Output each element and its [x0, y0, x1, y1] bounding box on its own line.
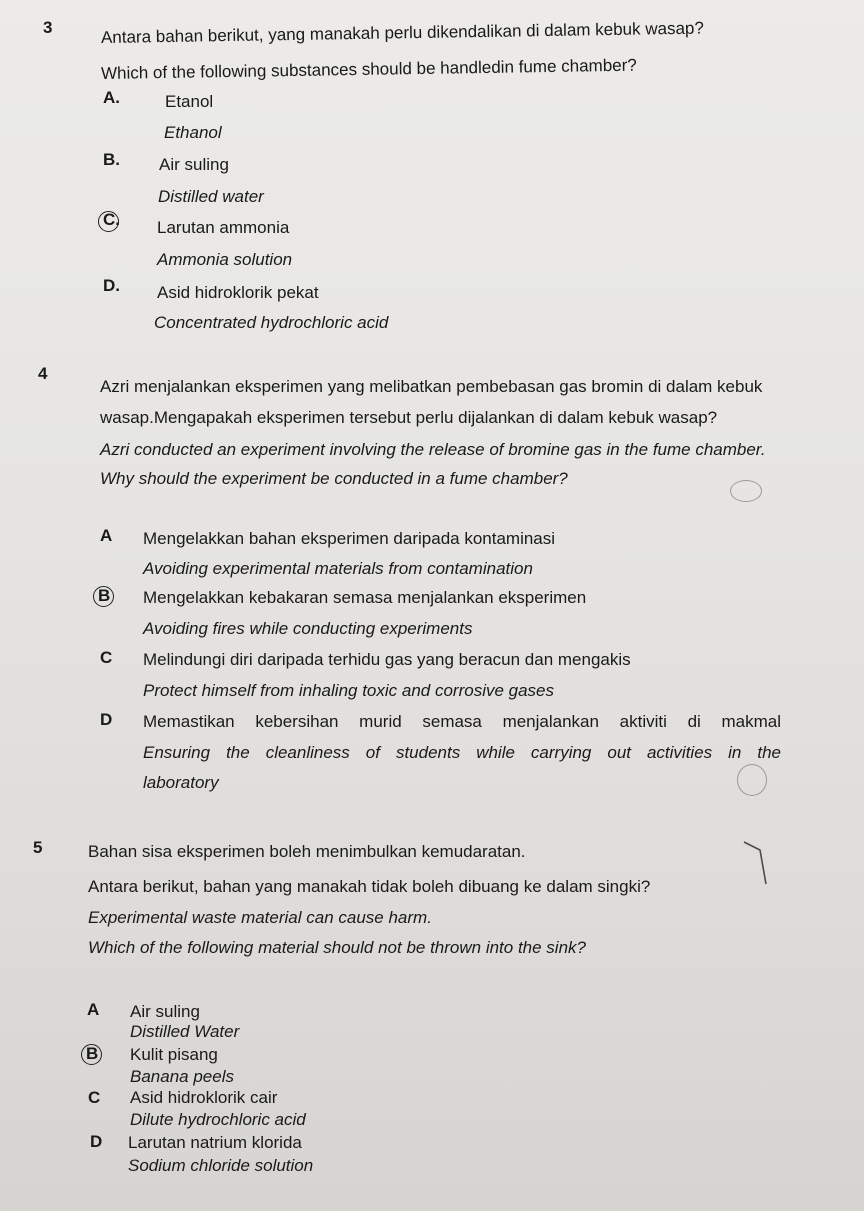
- q5-question-ms-line1: Bahan sisa eksperimen boleh menimbulkan kemudaratan.: [88, 842, 526, 861]
- q4-option-d-en-line2: laboratory: [143, 773, 219, 792]
- q4-question-en-line2: Why should the experiment be conducted in a fume chamber?: [100, 469, 568, 488]
- q5-option-d-ms: Larutan natrium klorida: [128, 1133, 302, 1152]
- q4-option-a-ms: Mengelakkan bahan eksperimen daripada kontaminasi: [143, 529, 556, 548]
- q3-option-a-ms: Etanol: [165, 92, 214, 111]
- pencil-tick-mark: [742, 838, 770, 888]
- q3-option-a-en: Ethanol: [164, 123, 222, 142]
- q4-question-ms-line2: wasap.Mengapakah eksperimen tersebut perlu dijalankan di dalam kebuk wasap?: [100, 408, 718, 427]
- q4-question-ms-line1: Azri menjalankan eksperimen yang melibatkan pembebasan gas bromin di dalam kebuk: [100, 377, 763, 396]
- q5-question-ms-line2: Antara berikut, bahan yang manakah tidak boleh dibuang ke dalam singki?: [88, 877, 651, 896]
- q3-number: 3: [43, 18, 53, 37]
- q5-question-en-line1: Experimental waste material can cause harm.: [88, 908, 432, 927]
- q5-option-a-en: Distilled Water: [130, 1022, 240, 1041]
- q3-option-c-ms: Larutan ammonia: [157, 218, 290, 237]
- q4-question-en-line1: Azri conducted an experiment involving the release of bromine gas in the fume chamber.: [100, 440, 766, 459]
- pencil-mark: [730, 480, 762, 502]
- q5-option-a-ms: Air suling: [130, 1002, 200, 1021]
- q3-option-d-en: Concentrated hydrochloric acid: [154, 313, 389, 332]
- q5-option-b-label: B: [86, 1044, 99, 1063]
- q3-option-b-ms: Air suling: [159, 155, 229, 174]
- q4-option-b-en: Avoiding fires while conducting experiments: [143, 619, 473, 638]
- q3-option-d-label: D.: [103, 276, 120, 295]
- q4-option-a-label: A: [100, 526, 113, 545]
- q4-option-b-label: B: [98, 586, 111, 605]
- q4-option-c-en: Protect himself from inhaling toxic and corrosive gases: [143, 681, 555, 700]
- q5-option-a-label: A: [87, 1000, 100, 1019]
- q3-option-b-en: Distilled water: [158, 187, 264, 206]
- q4-option-c-label: C: [100, 648, 113, 667]
- q5-option-d-en: Sodium chloride solution: [128, 1156, 314, 1175]
- pencil-mark: [737, 764, 767, 796]
- q3-option-c-label: C.: [103, 210, 120, 229]
- q4-option-d-ms: Memastikan kebersihan murid semasa menjalankan aktiviti di makmal: [143, 712, 781, 731]
- q3-option-b-label: B.: [103, 150, 120, 169]
- q5-number: 5: [33, 838, 43, 857]
- q5-option-b-ms: Kulit pisang: [130, 1045, 218, 1064]
- q4-option-d-label: D: [100, 710, 113, 729]
- q4-option-d-en-line1: Ensuring the cleanliness of students while carrying out activities in the: [143, 743, 781, 762]
- q5-option-c-ms: Asid hidroklorik cair: [130, 1088, 278, 1107]
- q3-option-d-ms: Asid hidroklorik pekat: [157, 283, 319, 302]
- q3-question-ms: Antara bahan berikut, yang manakah perlu dikendalikan di dalam kebuk wasap?: [100, 18, 705, 47]
- q4-number: 4: [38, 364, 48, 383]
- q4-option-a-en: Avoiding experimental materials from contamination: [143, 559, 533, 578]
- q5-option-c-label: C: [88, 1088, 101, 1107]
- q5-option-c-en: Dilute hydrochloric acid: [130, 1110, 306, 1129]
- q3-option-a-label: A.: [103, 88, 120, 107]
- q4-option-b-ms: Mengelakkan kebakaran semasa menjalankan eksperimen: [143, 588, 587, 607]
- q5-question-en-line2: Which of the following material should not be thrown into the sink?: [88, 938, 586, 957]
- q5-option-d-label: D: [90, 1132, 103, 1151]
- q3-question-en: Which of the following substances should be handledin fume chamber?: [100, 55, 637, 83]
- q5-option-b-en: Banana peels: [130, 1067, 234, 1086]
- q4-option-c-ms: Melindungi diri daripada terhidu gas yang beracun dan mengakis: [143, 650, 631, 669]
- q3-option-c-en: Ammonia solution: [157, 250, 293, 269]
